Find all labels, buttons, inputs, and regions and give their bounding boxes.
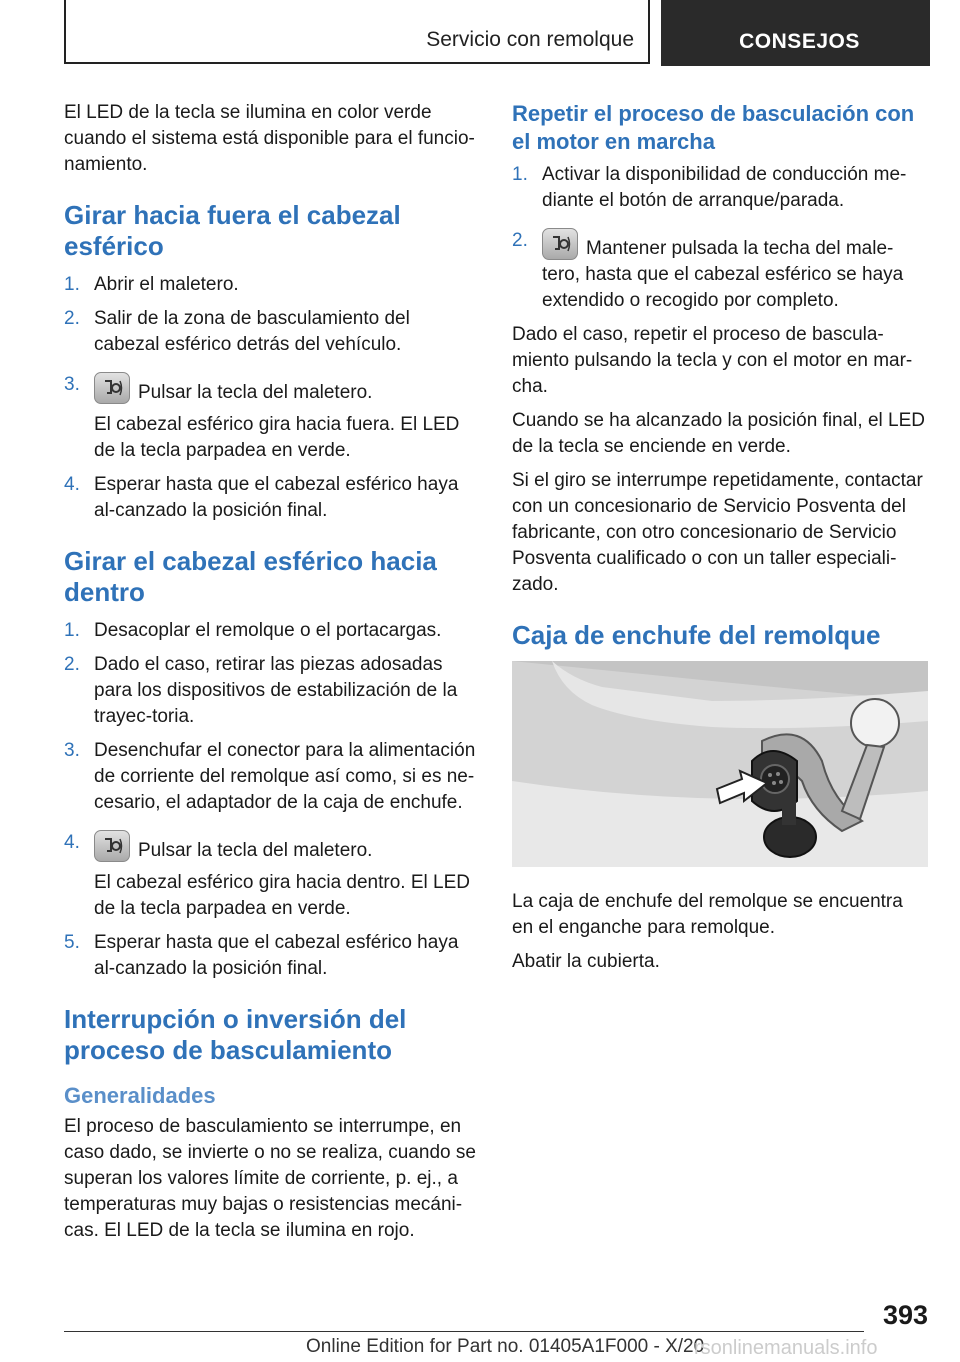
list-item: 2. Mantener pulsada la techa del male‐tero, hasta que el cabezal esférico se haya extendido o recogido por completo. — [512, 230, 904, 311]
page-number: 393 — [882, 1300, 928, 1330]
heading-trailer-socket: Caja de enchufe del remolque — [512, 620, 881, 650]
tailgate-button-icon — [94, 830, 130, 862]
trailer-socket-illustration — [512, 661, 928, 867]
heading-swing-out: Girar hacia fuera el cabezal esférico — [64, 200, 401, 261]
list-item: 4. Pulsar la tecla del maletero. El cabezal esférico gira hacia dentro. El LED de la tecla parpadea en verde. — [64, 832, 470, 919]
tailgate-button-icon — [94, 372, 130, 404]
header-chapter-box — [661, 0, 930, 66]
header-section-box — [64, 0, 650, 64]
page-header — [64, 0, 930, 66]
footer-edition: Online Edition for Part no. 01405A1F000 - X/20 — [306, 1336, 705, 1357]
right-column — [512, 100, 928, 983]
repeat-steps — [512, 162, 928, 314]
left-column — [64, 100, 480, 1252]
footer-watermark: rsonlinemanuals.info — [694, 1337, 878, 1359]
header-section-title: Servicio con remolque — [426, 28, 634, 51]
swing-in-steps — [64, 618, 480, 982]
heading-repeat-process: Repetir el proceso de basculación con el motor en marcha — [512, 101, 915, 154]
repeat-paragraph-3: Si el giro se interrumpe repetidamente, contactar con un concesionario de Servicio Posventa del fabricante, con otro concesionario de Servicio Posventa cualificado o con un taller especiali‐zado. — [512, 470, 923, 595]
list-item: 3. Desenchufar el conector para la alimentación de corriente del remolque así como, si es ne‐cesario, el adaptador de la caja de enchufe. — [64, 740, 476, 813]
intro-paragraph: El LED de la tecla se ilumina en color verde cuando el sistema está disponible para el funcio‐namiento. — [64, 102, 475, 175]
list-item: 4. Esperar hasta que el cabezal esférico haya al‐canzado la posición final. — [64, 474, 459, 521]
list-item: 1. Abrir el maletero. — [64, 274, 239, 295]
list-item: 1. Desacoplar el remolque o el portacargas. — [64, 620, 442, 641]
tailgate-button-icon — [542, 228, 578, 260]
list-item: 1. Activar la disponibilidad de conducción me‐diante el botón de arranque/parada. — [512, 164, 907, 211]
heading-swing-in: Girar el cabezal esférico hacia dentro — [64, 546, 437, 607]
heading-interruption: Interrupción o inversión del proceso de basculamiento — [64, 1004, 407, 1065]
swing-out-steps — [64, 272, 480, 524]
repeat-paragraph-2: Cuando se ha alcanzado la posición final, el LED de la tecla se enciende en verde. — [512, 410, 925, 457]
header-chapter-title: CONSEJOS — [739, 30, 860, 53]
socket-paragraph-1: La caja de enchufe del remolque se encuentra en el enganche para remolque. — [512, 891, 903, 938]
list-item: 5. Esperar hasta que el cabezal esférico haya al‐canzado la posición final. — [64, 932, 459, 979]
interruption-paragraph: El proceso de basculamiento se interrumpe, en caso dado, se invierte o no se realiza, cuando se superan los valores límite de corriente, p. ej., a temperaturas muy bajas o resistencias mecáni‐cas. El LED de la tecla se ilumina en rojo. — [64, 1116, 476, 1241]
list-item: 2. Salir de la zona de basculamiento del cabezal esférico detrás del vehículo. — [64, 308, 410, 355]
repeat-paragraph-1: Dado el caso, repetir el proceso de bascula‐miento pulsando la tecla y con el motor en mar‐cha. — [512, 324, 913, 397]
list-item: 2. Dado el caso, retirar las piezas adosadas para los dispositivos de estabilización de la trayec‐toria. — [64, 654, 458, 727]
list-item: 3. Pulsar la tecla del maletero. El cabezal esférico gira hacia fuera. El LED de la tecla parpadea en verde. — [64, 374, 460, 461]
subheading-general: Generalidades — [64, 1083, 216, 1108]
socket-paragraph-2: Abatir la cubierta. — [512, 951, 660, 972]
footer-divider — [64, 1331, 864, 1332]
